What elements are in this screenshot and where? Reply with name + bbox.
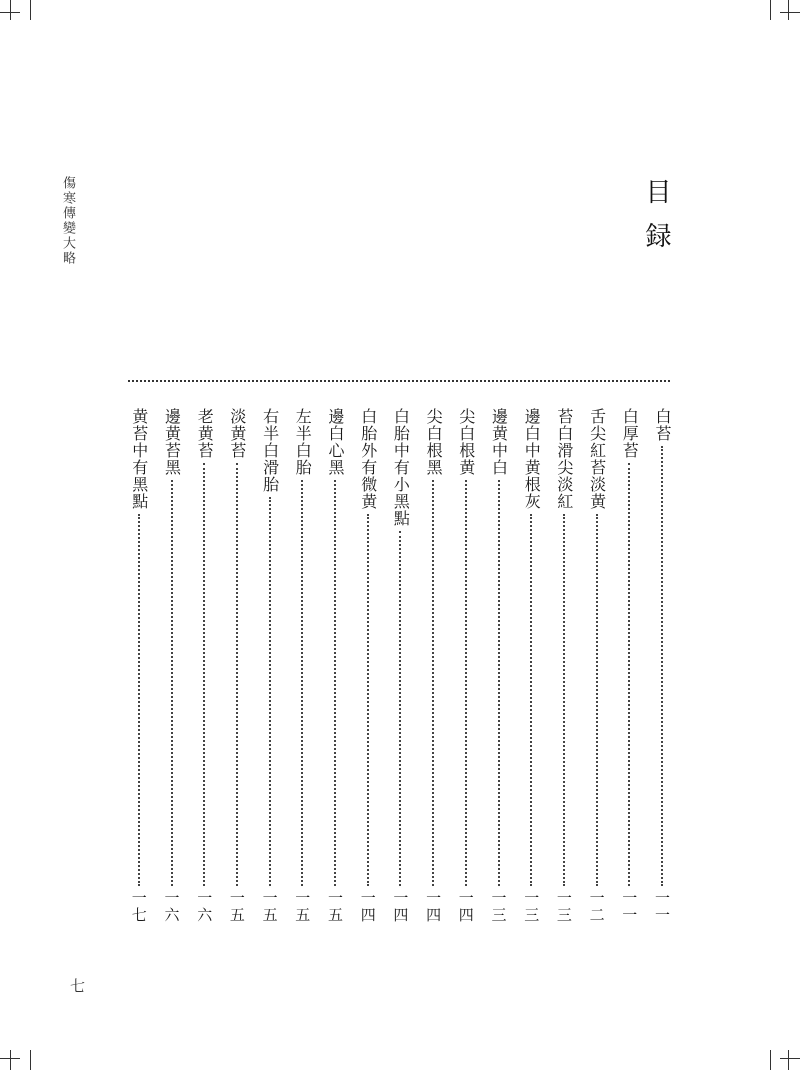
toc-heading: 目録: [641, 178, 671, 266]
toc-entry[interactable]: [194, 408, 214, 928]
toc-entry[interactable]: [227, 408, 247, 928]
dot-leader: [236, 463, 238, 886]
toc-entry[interactable]: [162, 408, 182, 928]
dot-leader: [301, 480, 303, 886]
toc-entry-title: 尖白根黑: [424, 408, 444, 476]
toc-entry-page: 一四: [358, 890, 377, 924]
toc-entry-title: 白胎外有微黄: [358, 408, 378, 510]
toc-entry[interactable]: [456, 408, 476, 928]
running-title: 傷寒傳變大略: [60, 176, 75, 266]
toc-entry-page: 一四: [391, 890, 410, 924]
toc-entry[interactable]: [390, 408, 410, 928]
toc-entry-title: 右半白滑胎: [260, 408, 280, 493]
dot-leader: [530, 514, 532, 886]
dot-leader: [661, 446, 663, 886]
toc-entry-page: 一二: [587, 890, 606, 924]
dot-leader: [334, 480, 336, 886]
dot-leader: [596, 514, 598, 886]
dot-leader: [171, 480, 173, 886]
toc-entry-page: 一四: [456, 890, 475, 924]
toc-entry-page: 一五: [326, 890, 344, 924]
toc-entry-title: 邊黄中白: [489, 408, 509, 476]
toc-entry-page: 一四: [424, 890, 443, 924]
toc-entry-title: 淡黄苔: [227, 408, 247, 459]
toc-entry-title: 邊白中黄根灰: [522, 408, 542, 510]
toc-entry-title: 老黄苔: [195, 408, 215, 459]
crop-mark: [10, 1050, 11, 1070]
toc-entry-page: 一五: [227, 890, 246, 924]
crop-mark: [10, 0, 11, 20]
toc-entry[interactable]: [587, 408, 607, 928]
toc-entry[interactable]: [423, 408, 443, 928]
toc-entry-title: 白胎中有小黑點: [391, 408, 411, 527]
toc-entry-page: 一三: [554, 890, 573, 924]
toc-entry-title: 舌尖紅苔淡黄: [587, 408, 607, 510]
toc-entry-page: 一三: [489, 890, 508, 924]
toc-entry[interactable]: [260, 408, 280, 928]
toc-entry-title: 邊黄苔黑: [162, 408, 182, 476]
dot-leader: [465, 480, 467, 886]
toc-entry-title: 白厚苔: [620, 408, 640, 459]
toc-entry-title: 左半白胎: [293, 408, 313, 476]
dot-leader: [432, 480, 434, 886]
crop-mark: [788, 1050, 789, 1070]
toc-entry-page: 一三: [522, 890, 541, 924]
toc-entry-title: 白苔: [653, 408, 672, 442]
toc-entry-page: 一五: [260, 890, 279, 924]
crop-mark: [788, 0, 789, 20]
toc-entry-page: 一五: [293, 890, 312, 924]
dot-leader: [269, 497, 271, 886]
toc-entry-page: 一一: [620, 890, 639, 924]
dot-leader: [498, 480, 500, 886]
page-number: 七: [70, 977, 86, 995]
dotted-rule: [128, 380, 670, 382]
toc-entry-title: 邊白心黑: [326, 408, 345, 476]
crop-mark: [0, 12, 20, 13]
toc-entry-page: 一六: [195, 890, 214, 924]
toc-entry[interactable]: [292, 408, 312, 928]
toc-entry[interactable]: [129, 408, 149, 928]
crop-mark: [780, 12, 800, 13]
toc-entry-page: 一六: [162, 890, 181, 924]
crop-mark: [30, 0, 31, 20]
toc-entry[interactable]: [619, 408, 639, 928]
toc-entry[interactable]: [554, 408, 574, 928]
toc-entry-page: 一一: [653, 890, 671, 924]
dot-leader: [399, 531, 401, 886]
toc-entry-page: 一七: [129, 890, 148, 924]
dot-leader: [563, 514, 565, 886]
crop-mark: [770, 1050, 771, 1070]
dot-leader: [203, 463, 205, 886]
dot-leader: [138, 514, 140, 886]
crop-mark: [0, 1058, 20, 1059]
toc-entry[interactable]: [325, 408, 345, 928]
crop-mark: [780, 1058, 800, 1059]
toc-entry[interactable]: [521, 408, 541, 928]
toc-entry-title: 黄苔中有黑點: [129, 408, 149, 510]
toc-entry-title: 苔白滑尖淡紅: [554, 408, 574, 510]
toc-entry[interactable]: [358, 408, 378, 928]
toc-entry[interactable]: [489, 408, 509, 928]
dot-leader: [628, 463, 630, 886]
toc-entry[interactable]: [652, 408, 672, 928]
dot-leader: [367, 514, 369, 886]
toc-entry-title: 尖白根黄: [456, 408, 476, 476]
crop-mark: [30, 1050, 31, 1070]
crop-mark: [770, 0, 771, 20]
